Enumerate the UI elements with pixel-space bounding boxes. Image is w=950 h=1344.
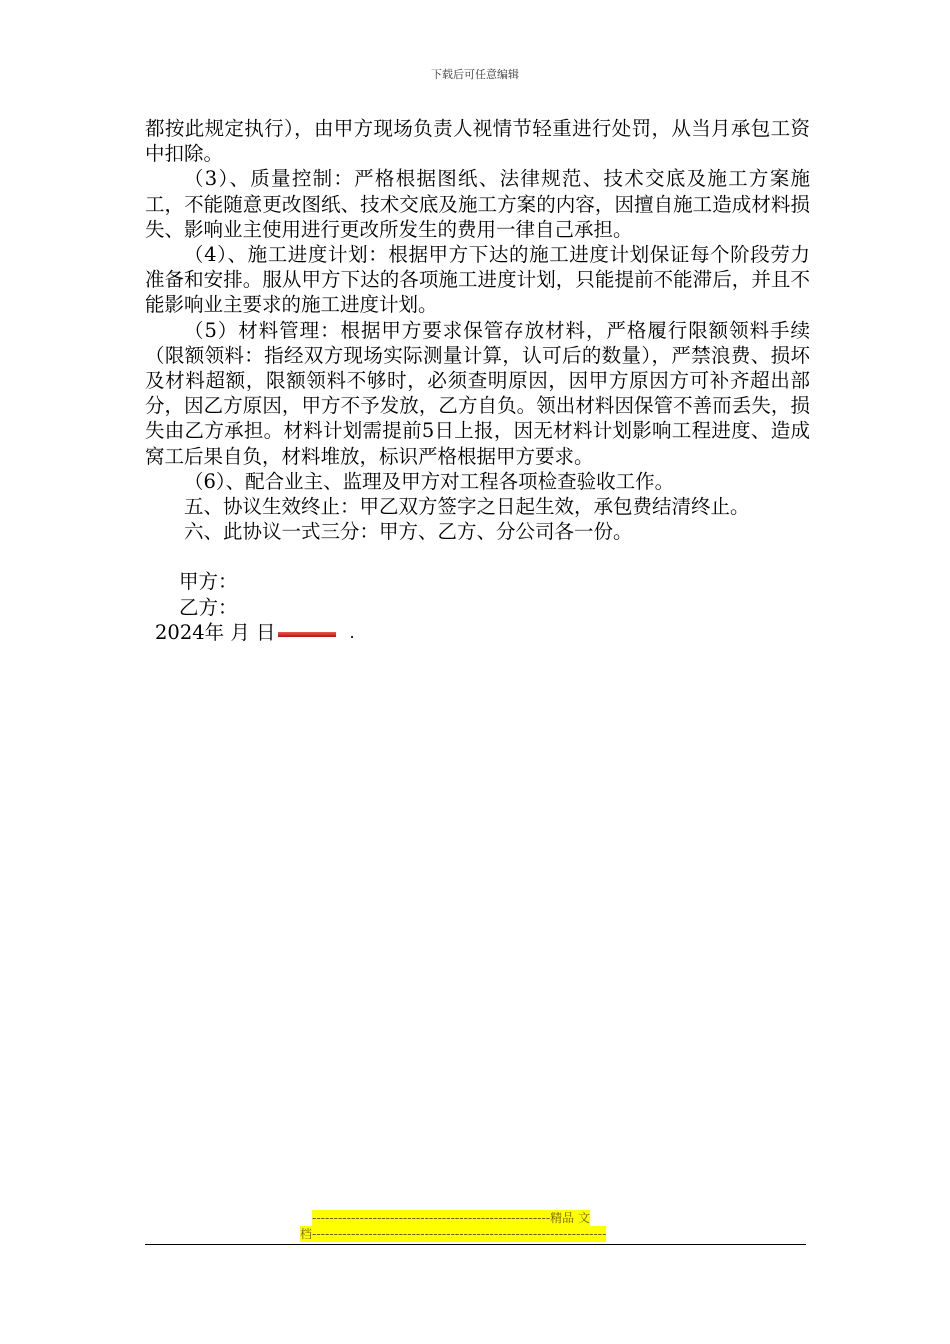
- paragraph-quality-control: （3）、质量控制：严格根据图纸、法律规范、技术交底及施工方案施工，不能随意更改图纸、技术交底及施工方案的内容，因擅自施工造成材料损失、影响业主使用进行更改所发生的费用一律自己承担。: [145, 167, 810, 241]
- footer-line-1: -------------------------------------------------------精品 文: [312, 1211, 590, 1225]
- paragraph-cooperation: （6）、配合业主、监理及甲方对工程各项检查验收工作。: [184, 469, 675, 493]
- signature-party-b: 乙方：: [179, 595, 238, 619]
- footer-highlight: [300, 1210, 650, 1242]
- page-header: 下载后可任意编辑: [431, 68, 519, 81]
- blank-line: [145, 544, 810, 569]
- signature-party-a: 甲方：: [179, 570, 238, 594]
- footer-line-2: 档--------------------------------------------------------------------: [300, 1227, 607, 1241]
- red-underline-mark: [278, 632, 336, 637]
- paragraph-copies: 六、此协议一式三分：甲方、乙方、分公司各一份。: [184, 520, 633, 544]
- paragraph-1: 都按此规定执行），由甲方现场负责人视情节轻重进行处罚，从当月承包工资中扣除。: [145, 117, 810, 166]
- paragraph-effective-term: 五、协议生效终止：甲乙双方签字之日起生效，承包费结清终止。: [184, 495, 750, 519]
- trailing-dot: .: [349, 622, 355, 642]
- footer-divider: [145, 1244, 806, 1245]
- paragraph-materials: （5）材料管理：根据甲方要求保管存放材料，严格履行限额领料手续（限额领料：指经双方现场实际测量计算，认可后的数量），严禁浪费、损坏及材料超额，限额领料不够时，必须查明原因，因甲方原因方可补齐超出部分，因乙方原因，甲方不予发放，乙方自负。领出材料因保管不善而丢失，损失由乙方承担。材料计划需提前5日上报，因无材料计划影响工程进度、造成窝工后果自负，材料堆放，标识严格根据甲方要求。: [145, 318, 810, 468]
- document-body: [145, 116, 810, 645]
- paragraph-schedule: （4）、施工进度计划：根据甲方下达的施工进度计划保证每个阶段劳力准备和安排。服从甲方下达的各项施工进度计划，只能提前不能滞后，并且不能影响业主要求的施工进度计划。: [145, 243, 810, 317]
- signature-date-line: [145, 620, 810, 645]
- signature-date: 2024年 月 日: [155, 620, 276, 644]
